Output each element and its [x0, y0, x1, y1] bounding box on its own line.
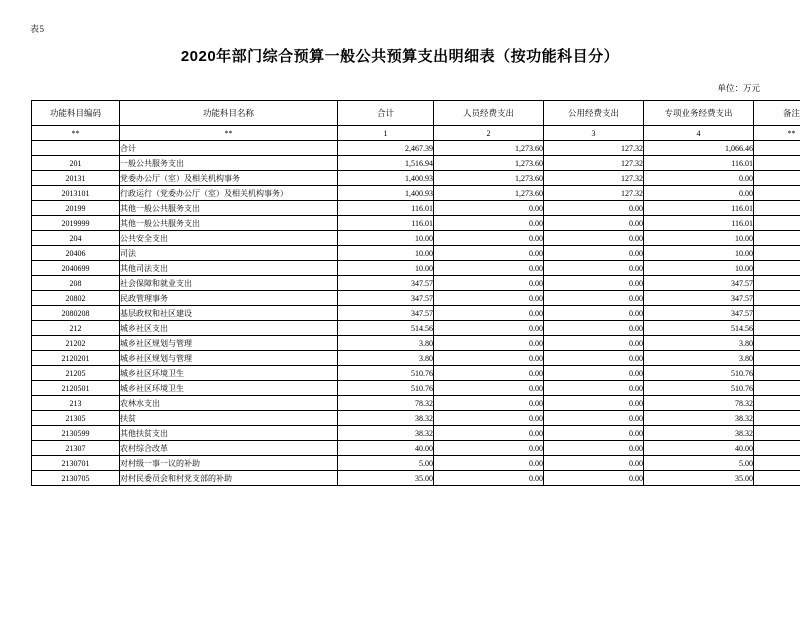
cell-total: 10.00: [338, 231, 434, 246]
cell-public: 0.00: [544, 321, 644, 336]
table-row: [32, 366, 800, 381]
cell-note: [754, 441, 800, 456]
cell-personnel: 0.00: [434, 336, 544, 351]
cell-note: [754, 156, 800, 171]
cell-public: 0.00: [544, 246, 644, 261]
cell-note: [754, 381, 800, 396]
cell-name: 一般公共服务支出: [120, 156, 338, 171]
column-header-total: 合计: [338, 101, 434, 126]
cell-total: 510.76: [338, 381, 434, 396]
cell-public: 0.00: [544, 396, 644, 411]
cell-code: 21305: [32, 411, 120, 426]
cell-note: [754, 321, 800, 336]
cell-total: 2,467.39: [338, 141, 434, 156]
cell-code: 208: [32, 276, 120, 291]
cell-total: 35.00: [338, 471, 434, 486]
cell-public: 0.00: [544, 456, 644, 471]
cell-personnel: 0.00: [434, 216, 544, 231]
index-cell-public: 3: [544, 126, 644, 141]
cell-personnel: 0.00: [434, 276, 544, 291]
table-row: [32, 426, 800, 441]
cell-public: 0.00: [544, 471, 644, 486]
cell-code: 20199: [32, 201, 120, 216]
cell-business: 40.00: [644, 441, 754, 456]
cell-public: 0.00: [544, 216, 644, 231]
cell-public: 127.32: [544, 171, 644, 186]
cell-total: 10.00: [338, 261, 434, 276]
cell-code: 21307: [32, 441, 120, 456]
cell-total: 116.01: [338, 201, 434, 216]
index-cell-name: **: [120, 126, 338, 141]
table-index-row: [32, 126, 800, 141]
table-header-row: [32, 101, 800, 126]
cell-public: 0.00: [544, 336, 644, 351]
table-header: [32, 101, 800, 126]
table-row: [32, 186, 800, 201]
cell-business: 10.00: [644, 261, 754, 276]
cell-note: [754, 336, 800, 351]
cell-business: 3.80: [644, 351, 754, 366]
table-row: [32, 351, 800, 366]
table-row: [32, 381, 800, 396]
cell-business: 510.76: [644, 381, 754, 396]
cell-personnel: 0.00: [434, 381, 544, 396]
cell-note: [754, 456, 800, 471]
table-row: [32, 246, 800, 261]
cell-name: 农村综合改革: [120, 441, 338, 456]
cell-name: 对村级一事一议的补助: [120, 456, 338, 471]
cell-code: 20131: [32, 171, 120, 186]
index-cell-business: 4: [644, 126, 754, 141]
cell-name: 合计: [120, 141, 338, 156]
index-cell-code: **: [32, 126, 120, 141]
cell-total: 1,400.93: [338, 186, 434, 201]
index-cell-total: 1: [338, 126, 434, 141]
table-row: [32, 456, 800, 471]
cell-name: 其他司法支出: [120, 261, 338, 276]
cell-total: 3.80: [338, 351, 434, 366]
cell-note: [754, 171, 800, 186]
cell-code: 201: [32, 156, 120, 171]
cell-public: 0.00: [544, 276, 644, 291]
cell-total: 1,516.94: [338, 156, 434, 171]
cell-code: 2120501: [32, 381, 120, 396]
cell-total: 510.76: [338, 366, 434, 381]
cell-name: 对村民委员会和村党支部的补助: [120, 471, 338, 486]
cell-code: 2040699: [32, 261, 120, 276]
cell-note: [754, 186, 800, 201]
table-body: [32, 126, 800, 486]
cell-code: 20802: [32, 291, 120, 306]
cell-total: 3.80: [338, 336, 434, 351]
cell-name: 城乡社区环境卫生: [120, 381, 338, 396]
table-row: [32, 156, 800, 171]
table-row: [32, 411, 800, 426]
table-row: [32, 321, 800, 336]
cell-business: 347.57: [644, 306, 754, 321]
cell-public: 127.32: [544, 156, 644, 171]
cell-public: 127.32: [544, 186, 644, 201]
table-row: [32, 441, 800, 456]
cell-name: 城乡社区支出: [120, 321, 338, 336]
cell-personnel: 0.00: [434, 246, 544, 261]
cell-business: 10.00: [644, 231, 754, 246]
cell-name: 公共安全支出: [120, 231, 338, 246]
column-header-personnel: 人员经费支出: [434, 101, 544, 126]
cell-total: 347.57: [338, 306, 434, 321]
cell-public: 0.00: [544, 306, 644, 321]
cell-note: [754, 261, 800, 276]
page-title: 2020年部门综合预算一般公共预算支出明细表（按功能科目分）: [180, 48, 620, 65]
cell-public: 0.00: [544, 366, 644, 381]
cell-business: 0.00: [644, 186, 754, 201]
cell-note: [754, 231, 800, 246]
cell-business: 1,066.46: [644, 141, 754, 156]
cell-business: 3.80: [644, 336, 754, 351]
cell-personnel: 0.00: [434, 351, 544, 366]
cell-public: 0.00: [544, 441, 644, 456]
cell-note: [754, 276, 800, 291]
cell-name: 扶贫: [120, 411, 338, 426]
table-row: [32, 231, 800, 246]
cell-business: 116.01: [644, 216, 754, 231]
cell-code: 204: [32, 231, 120, 246]
cell-note: [754, 141, 800, 156]
cell-note: [754, 216, 800, 231]
cell-personnel: 0.00: [434, 471, 544, 486]
cell-total: 347.57: [338, 276, 434, 291]
cell-business: 347.57: [644, 291, 754, 306]
budget-table: [31, 100, 800, 486]
cell-public: 0.00: [544, 426, 644, 441]
table-row: [32, 336, 800, 351]
cell-code: 2130705: [32, 471, 120, 486]
cell-public: 0.00: [544, 291, 644, 306]
column-header-code: 功能科目编码: [32, 101, 120, 126]
cell-note: [754, 246, 800, 261]
cell-business: 0.00: [644, 171, 754, 186]
cell-note: [754, 396, 800, 411]
cell-business: 10.00: [644, 246, 754, 261]
cell-personnel: 0.00: [434, 366, 544, 381]
cell-business: 38.32: [644, 411, 754, 426]
column-header-note: 备注: [754, 101, 800, 126]
cell-code: 213: [32, 396, 120, 411]
table-row: [32, 171, 800, 186]
cell-business: 510.76: [644, 366, 754, 381]
cell-name: 民政管理事务: [120, 291, 338, 306]
cell-name: 其他扶贫支出: [120, 426, 338, 441]
index-cell-note: **: [754, 126, 800, 141]
cell-personnel: 1,273.60: [434, 156, 544, 171]
table-row: [32, 471, 800, 486]
cell-business: 116.01: [644, 201, 754, 216]
form-number-label: 表5: [30, 24, 45, 34]
cell-personnel: 0.00: [434, 201, 544, 216]
cell-personnel: 0.00: [434, 261, 544, 276]
cell-personnel: 0.00: [434, 426, 544, 441]
cell-business: 116.01: [644, 156, 754, 171]
cell-code: 2019999: [32, 216, 120, 231]
cell-code: 20406: [32, 246, 120, 261]
cell-code: 212: [32, 321, 120, 336]
cell-total: 116.01: [338, 216, 434, 231]
cell-business: 38.32: [644, 426, 754, 441]
cell-code: 21205: [32, 366, 120, 381]
cell-note: [754, 366, 800, 381]
cell-note: [754, 426, 800, 441]
cell-business: 347.57: [644, 276, 754, 291]
cell-code: [32, 141, 120, 156]
cell-personnel: 1,273.60: [434, 141, 544, 156]
cell-code: 2130599: [32, 426, 120, 441]
cell-total: 347.57: [338, 291, 434, 306]
table-row: [32, 201, 800, 216]
cell-personnel: 0.00: [434, 231, 544, 246]
cell-name: 行政运行（党委办公厅（室）及相关机构事务）: [120, 186, 338, 201]
index-cell-personnel: 2: [434, 126, 544, 141]
cell-personnel: 0.00: [434, 396, 544, 411]
cell-personnel: 0.00: [434, 321, 544, 336]
cell-note: [754, 471, 800, 486]
table-row: [32, 141, 800, 156]
cell-name: 城乡社区规划与管理: [120, 351, 338, 366]
cell-total: 38.32: [338, 411, 434, 426]
cell-note: [754, 201, 800, 216]
cell-code: 2080208: [32, 306, 120, 321]
cell-name: 农林水支出: [120, 396, 338, 411]
cell-code: 21202: [32, 336, 120, 351]
cell-personnel: 1,273.60: [434, 171, 544, 186]
cell-total: 40.00: [338, 441, 434, 456]
cell-public: 0.00: [544, 231, 644, 246]
cell-total: 5.00: [338, 456, 434, 471]
cell-name: 党委办公厅（室）及相关机构事务: [120, 171, 338, 186]
cell-total: 78.32: [338, 396, 434, 411]
cell-note: [754, 306, 800, 321]
cell-business: 5.00: [644, 456, 754, 471]
cell-total: 1,400.93: [338, 171, 434, 186]
cell-personnel: 0.00: [434, 441, 544, 456]
cell-code: 2013101: [32, 186, 120, 201]
column-header-name: 功能科目名称: [120, 101, 338, 126]
table-row: [32, 396, 800, 411]
cell-public: 0.00: [544, 201, 644, 216]
cell-public: 0.00: [544, 351, 644, 366]
cell-total: 38.32: [338, 426, 434, 441]
cell-business: 514.56: [644, 321, 754, 336]
cell-business: 78.32: [644, 396, 754, 411]
table-row: [32, 291, 800, 306]
cell-name: 基层政权和社区建设: [120, 306, 338, 321]
cell-public: 0.00: [544, 411, 644, 426]
cell-public: 0.00: [544, 381, 644, 396]
cell-public: 0.00: [544, 261, 644, 276]
table-row: [32, 216, 800, 231]
cell-personnel: 0.00: [434, 306, 544, 321]
cell-name: 社会保障和就业支出: [120, 276, 338, 291]
cell-personnel: 0.00: [434, 291, 544, 306]
column-header-public: 公用经费支出: [544, 101, 644, 126]
cell-note: [754, 411, 800, 426]
cell-name: 其他一般公共服务支出: [120, 216, 338, 231]
cell-personnel: 0.00: [434, 456, 544, 471]
table-row: [32, 261, 800, 276]
column-header-business: 专项业务经费支出: [644, 101, 754, 126]
cell-code: 2130701: [32, 456, 120, 471]
cell-business: 35.00: [644, 471, 754, 486]
cell-name: 城乡社区环境卫生: [120, 366, 338, 381]
cell-total: 10.00: [338, 246, 434, 261]
cell-public: 127.32: [544, 141, 644, 156]
table-row: [32, 306, 800, 321]
cell-code: 2120201: [32, 351, 120, 366]
cell-personnel: 1,273.60: [434, 186, 544, 201]
cell-note: [754, 351, 800, 366]
cell-name: 其他一般公共服务支出: [120, 201, 338, 216]
cell-name: 司法: [120, 246, 338, 261]
unit-note: 单位：万元: [717, 83, 760, 93]
table-row: [32, 276, 800, 291]
cell-note: [754, 291, 800, 306]
cell-total: 514.56: [338, 321, 434, 336]
cell-name: 城乡社区规划与管理: [120, 336, 338, 351]
budget-table-container: [31, 100, 800, 486]
cell-personnel: 0.00: [434, 411, 544, 426]
